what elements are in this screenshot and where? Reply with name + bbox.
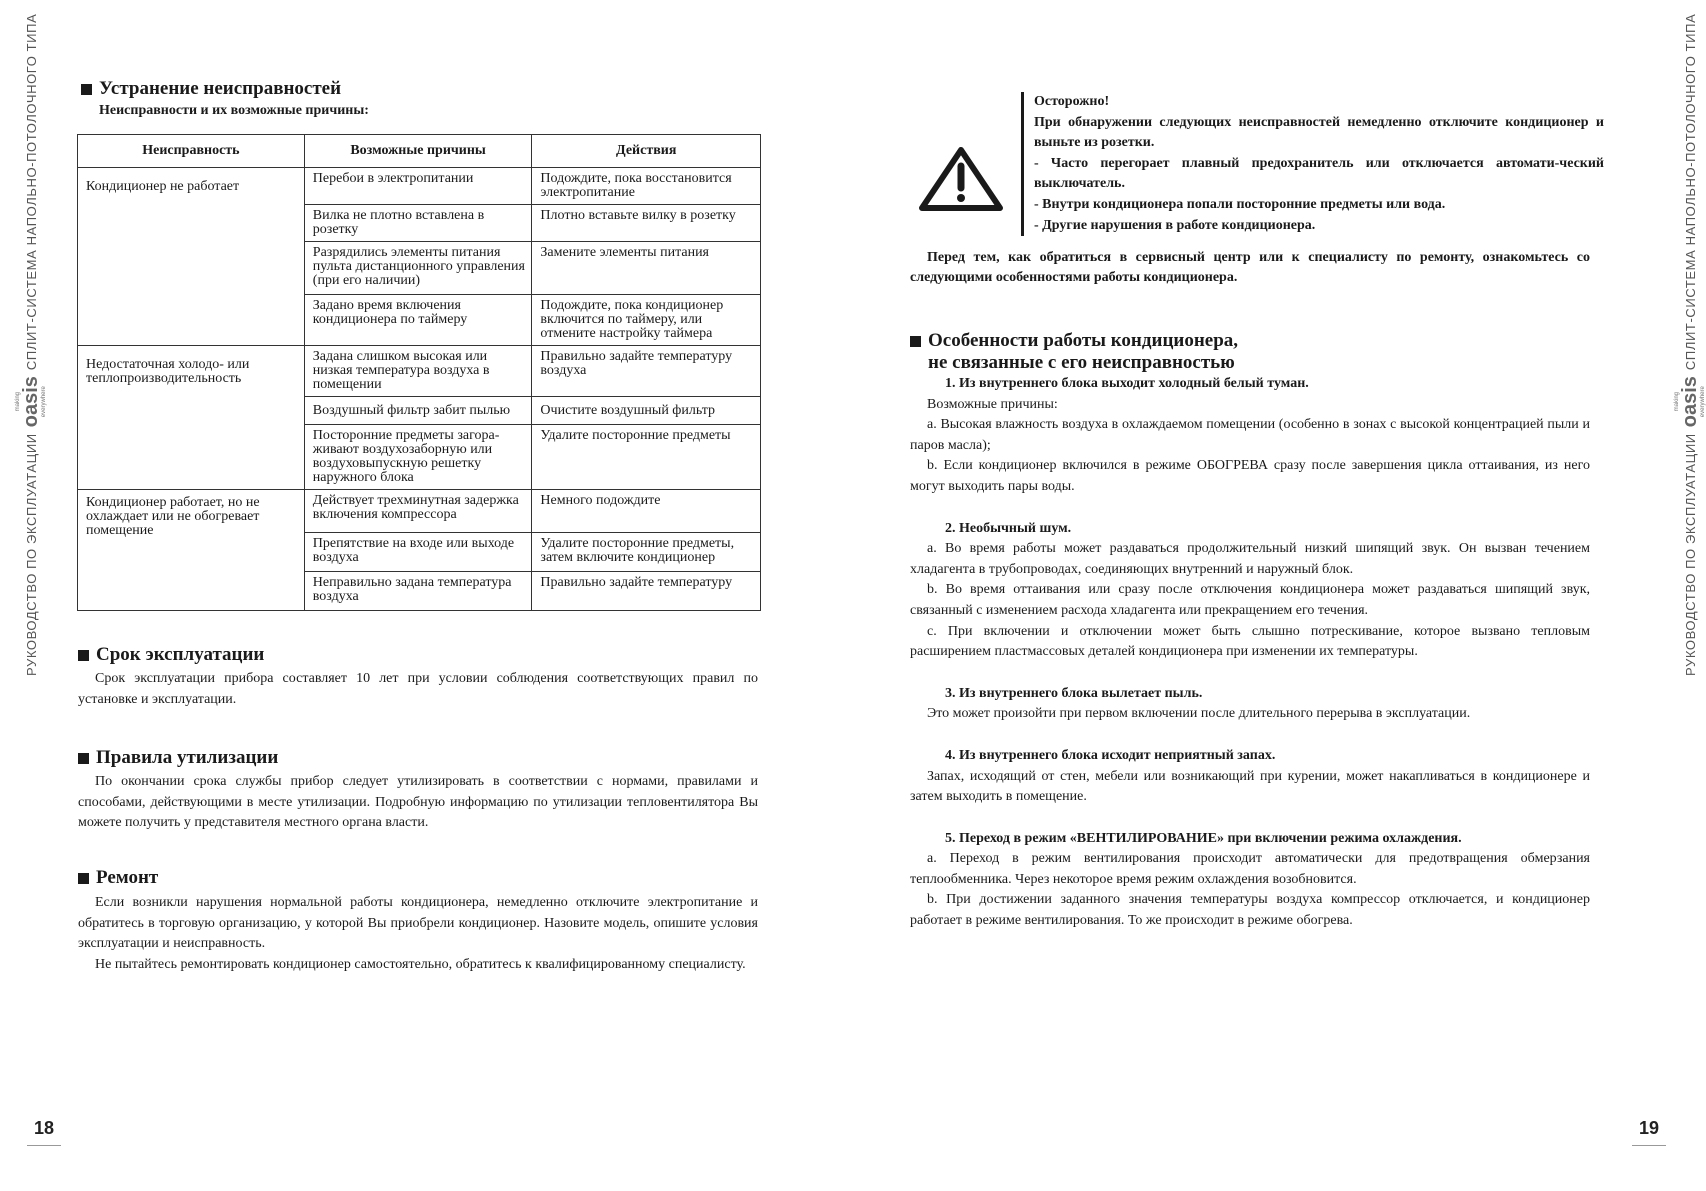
cause-cell: Воздушный фильтр забит пылью [304,397,532,425]
action-cell: Правильно задайте температуру [532,572,761,611]
action-cell: Очистите воздушный фильтр [532,397,761,425]
repair-paragraph: Не пытайтесь ремонтировать кондиционер самостоятельно, обратитесь к квалифицированному специалисту. [95,956,746,972]
feature-text: c. При включении и отключении может быть слышно потрескивание, которое вызвано тепловым расширением пластмассовых деталей кондиционера при изменении их температуры. [910,623,1590,660]
feature-text: Это может произойти при первом включении после длительного перерыва в эксплуатации. [927,706,1471,722]
fault-cell: Кондиционер работает, но не охлаждает или не обогревает помещение [78,490,305,611]
table-row [78,168,761,205]
logo-top-text: making [1674,392,1680,412]
logo-bottom-text: everywhere [1700,386,1706,418]
page-number-left: 18 [27,1118,61,1146]
warning-line: - Часто перегорает плавный предохранитель или отключается автомати-ческий выключатель. [1034,155,1604,192]
cause-cell: Разрядились элементы питания пульта дистанционного управления (при его наличии) [304,242,532,295]
fault-cell: Кондиционер не работает [78,168,305,346]
warning-box [1021,92,1604,236]
feature-text: Запах, исходящий от стен, мебели или возникающий при курении, может накапливаться в кондиционере и затем выходить в помещение. [910,768,1590,805]
lifetime-text: Срок эксплуатации прибора составляет 10 лет при условии соблюдения соответствующих правил по установке и эксплуатации. [78,671,758,707]
warning-line: При обнаружении следующих неисправностей немедленно отключите кондиционер и выньте из розетки. [1034,114,1604,151]
warning-heading: Осторожно! [1034,94,1110,109]
warning-line: - Другие нарушения в работе кондиционера. [1034,217,1316,233]
features-list [910,374,1590,932]
feature-heading: 4. Из внутреннего блока исходит неприятный запах. [945,747,1276,763]
disposal-text: По окончании срока службы прибор следует утилизировать в соответствии с нормами, правилами и способами, действующими в месте утилизации. Подробную информацию по утилизации тепловентилятора Вы можете получить у представителя местного органа власти. [78,774,758,830]
features-title: Особенности работы кондиционера, не связанные с его неисправностью [910,330,1238,374]
cause-cell: Задано время включения кондиционера по таймеру [304,295,532,346]
feature-heading: 3. Из внутреннего блока вылетает пыль. [945,685,1203,701]
feature-text: b. Во время оттаивания или сразу после отключения кондиционера может раздаваться шипящий звук, связанный с изменением расхода хладагента или прекращением его течения. [910,582,1590,618]
feature-heading: 5. Переход в режим «ВЕНТИЛИРОВАНИЕ» при включении режима охлаждения. [945,830,1462,846]
action-cell: Замените элементы питания [532,242,761,295]
fault-cell: Недостаточная холодо- или теплопроизводительность [78,346,305,490]
table-row [78,490,761,533]
troubleshooting-title: Устранение неисправностей [81,78,341,100]
logo-top-text: making [15,392,21,412]
action-cell: Подождите, пока кондиционер включится по таймеру, или отмените настройку таймера [532,295,761,346]
bullet-square-icon [78,753,89,764]
action-cell: Плотно вставьте вилку в розетку [532,205,761,242]
page-number-right: 19 [1632,1118,1666,1146]
product-label: СПЛИТ-СИСТЕМА НАПОЛЬНО-ПОТОЛОЧНОГО ТИПА [1682,13,1698,371]
feature-text: b. Если кондиционер включился в режиме ОБОГРЕВА сразу после завершения цикла оттаивания, из него могут выходить пары воды. [910,458,1590,494]
warning-line: - Внутри кондиционера попали посторонние предметы или вода. [1034,196,1446,212]
guide-label: РУКОВОДСТВО ПО ЭКСПЛУАТАЦИИ [1682,433,1698,676]
feature-text: a. Во время работы может раздаваться продолжительный низкий шипящий звук. Он вызван течением хладагента в трубопроводах, соединяющих внутренний и наружный блок. [910,541,1590,577]
repair-paragraph: Если возникли нарушения нормальной работы кондиционера, немедленно отключите электропитание и обратитесь в торговую организацию, у которой Вы приобрели кондиционер. Назовите модель, опишите условия эксплуатации и неисправность. [78,895,758,951]
action-cell: Удалите посторонние предметы, затем включите кондиционер [532,533,761,572]
table-header-row [78,135,761,168]
cause-cell: Препятствие на входе или выходе воздуха [304,533,532,572]
feature-heading: 1. Из внутреннего блока выходит холодный белый туман. [945,376,1309,391]
action-cell: Подождите, пока восстановится электропитание [532,168,761,205]
action-cell: Удалите посторонние предметы [532,425,761,490]
intro-text: Перед тем, как обратиться в сервисный центр или к специалисту по ремонту, ознакомьтесь со следующими особенностями работы кондиционера. [910,250,1590,285]
left-side-title [15,13,47,676]
cause-cell: Вилка не плотно вставлена в розетку [304,205,532,242]
guide-label: РУКОВОДСТВО ПО ЭКСПЛУАТАЦИИ [23,433,39,676]
repair-title: Ремонт [78,867,158,889]
action-cell: Немного подождите [532,490,761,533]
bullet-square-icon [81,84,92,95]
column-header: Действия [532,135,761,168]
troubleshooting-subtitle: Неисправности и их возможные причины: [99,103,369,118]
logo-bottom-text: everywhere [41,386,47,418]
feature-text: b. При достижении заданного значения температуры воздуха компрессор отключается, и кондиционер работает в режиме вентилирования. То же происходит в режиме обогрева. [910,892,1590,929]
cause-cell: Задана слишком высокая или низкая температура воздуха в помещении [304,346,532,397]
warning-triangle-icon [918,146,1004,212]
table-row [78,346,761,397]
feature-text: a. Переход в режим вентилирования происходит автоматически для предотвращения обмерзания теплообменника. Через некоторое время режим охлаждения возобновится. [910,851,1590,887]
feature-text: a. Высокая влажность воздуха в охлаждаемом помещении (особенно в зонах с высокой концентрацией пыли и паров масла); [910,417,1590,453]
bullet-square-icon [910,336,921,347]
action-cell: Правильно задайте температуру воздуха [532,346,761,397]
logo-brand-text: oasis [1679,376,1701,428]
cause-cell: Перебои в электропитании [304,168,532,205]
bullet-square-icon [78,873,89,884]
oasis-logo [1674,376,1706,427]
logo-brand-text: oasis [20,376,42,428]
column-header: Возможные причины [304,135,532,168]
disposal-title: Правила утилизации [78,747,278,769]
right-side-title [1674,13,1706,676]
cause-cell: Действует трехминутная задержка включения компрессора [304,490,532,533]
column-header: Неисправность [78,135,305,168]
repair-text [78,893,758,975]
lifetime-title: Срок эксплуатации [78,644,264,666]
bullet-square-icon [78,650,89,661]
feature-heading: 2. Необычный шум. [945,520,1072,536]
faults-table [77,134,761,611]
oasis-logo [15,376,47,427]
product-label: СПЛИТ-СИСТЕМА НАПОЛЬНО-ПОТОЛОЧНОГО ТИПА [23,13,39,371]
cause-cell: Неправильно задана температура воздуха [304,572,532,611]
cause-cell: Посторонние предметы загора-живают воздухозаборную или воздуховыпускную решетку наружного блока [304,425,532,490]
feature-text: Возможные причины: [927,396,1058,412]
